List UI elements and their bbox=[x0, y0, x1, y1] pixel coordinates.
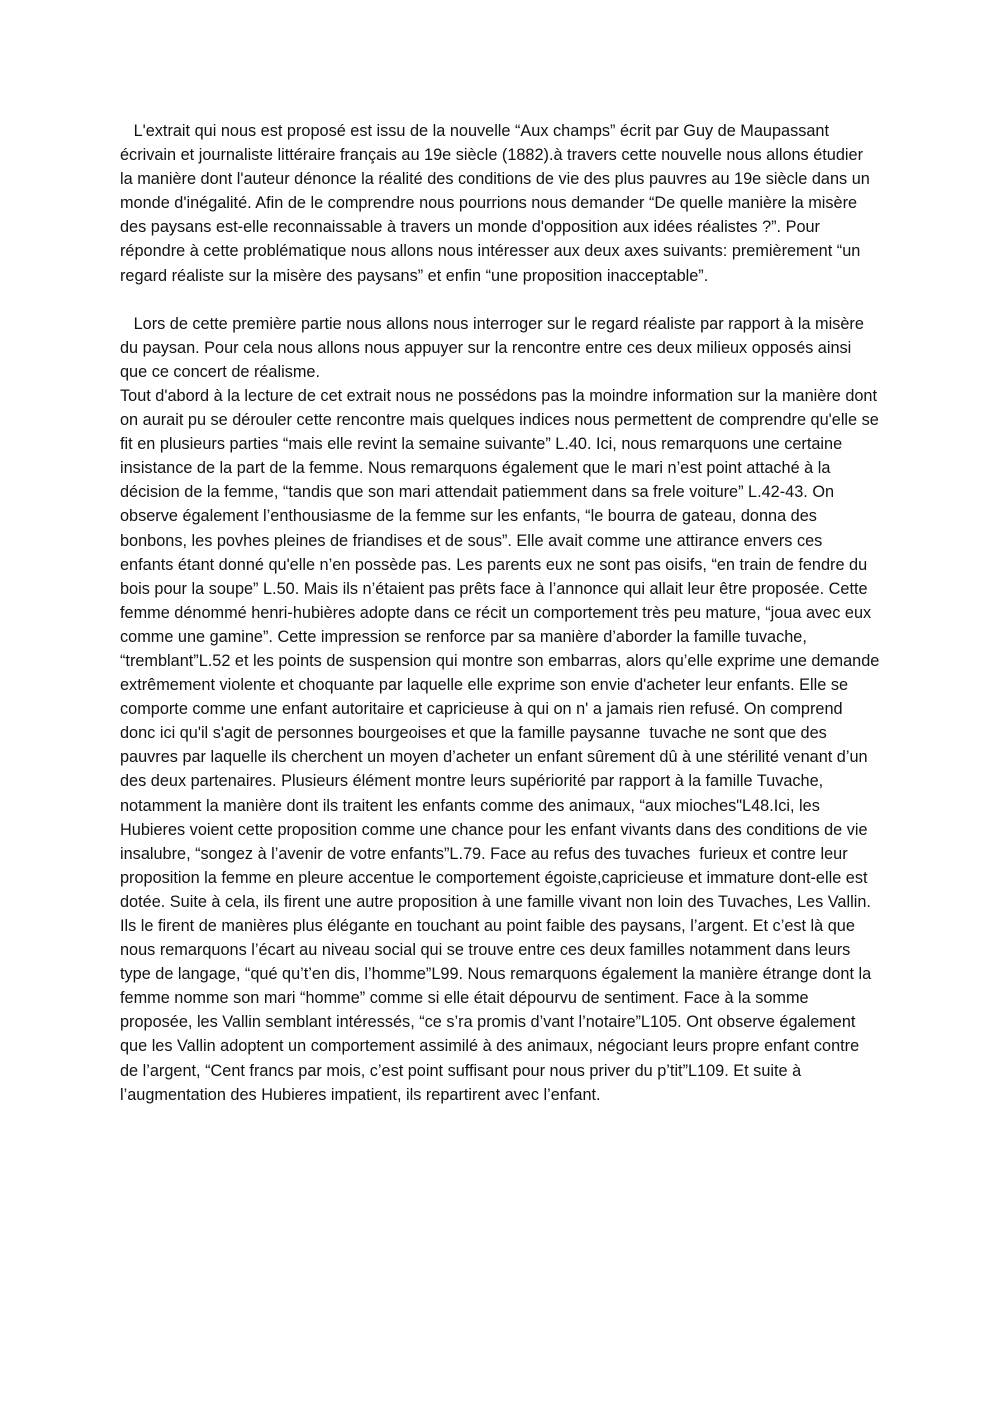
part-one-body-paragraph: Tout d'abord à la lecture de cet extrait nous ne possédons pas la moindre information sur la manière dont on aurait pu se dérouler cette rencontre mais quelques indices nous permettent de comprendre qu'elle se fit en plusieurs parties “mais elle revint la semaine suivante” L.40. Ici, nous remarquons une certaine insistance de la part de la femme. Nous remarquons également que le mari n’est point attaché à la décision de la femme, “tandis que son mari attendait patiemment dans sa frele voiture” L.42-43. On observe également l’enthousiasme de la femme sur les enfants, “le bourra de gateau, donna des bonbons, les povhes pleines de friandises et de sous”. Elle avait comme une attirance envers ces enfants étant donné qu'elle n’en possède pas. Les parents eux ne sont pas oisifs, “en train de fendre du bois pour la soupe” L.50. Mais ils n’étaient pas prêts face à l’annonce qui allait leur être proposée. Cette femme dénommé henri-hubières adopte dans ce récit un comportement très peu mature, “joua avec eux comme une gamine”. Cette impression se renforce par sa manière d’aborder la famille tuvache, “tremblant”L.52 et les points de suspension qui montre son embarras, alors qu’elle exprime une demande extrêmement violente et choquante par laquelle elle exprime son envie d'acheter leur enfants. Elle se comporte comme une enfant autoritaire et capricieuse à qui on n' a jamais rien refusé. On comprend donc ici qu'il s'agit de personnes bourgeoises et que la famille paysanne tuvache ne sont que des pauvres par laquelle ils cherchent un moyen d’acheter un enfant sûrement dû à une stérilité venant d’un des deux partenaires. Plusieurs élément montre leurs supériorité par rapport à la famille Tuvache, notamment la manière dont ils traitent les enfants comme des animaux, “aux mioches"L48.Ici, les Hubieres voient cette proposition comme une chance pour les enfant vivants dans des conditions de vie insalubre, “songez à l’avenir de votre enfants”L.79. Face au refus des tuvaches furieux et contre leur proposition la femme en pleure accentue le comportement égoiste,capricieuse et immature dont-elle est dotée. Suite à cela, ils firent une autre proposition à une famille vivant non loin des Tuvaches, Les Vallin. Ils le firent de manières plus élégante en touchant au point faible des paysans, l’argent. Et c’est là que nous remarquons l’écart au niveau social qui se trouve entre ces deux familles notamment dans leurs type de langage, “qué qu’t’en dis, l’homme”L99. Nous remarquons également la manière étrange dont la femme nomme son mari “homme” comme si elle était dépourvu de sentiment. Face à la somme proposée, les Vallin semblant intéressés, “ce s’ra promis d’vant l’notaire”L105. Ont observe également que les Vallin adoptent un comportement assimilé à des animaux, négociant leurs propre enfant contre de l’argent, “Cent francs par mois, c’est point suffisant pour nous priver du p’tit”L109. Et suite à l’augmentation des Hubieres impatient, ils repartirent avec l’enfant. bbox=[120, 386, 884, 1104]
introduction-paragraph: L'extrait qui nous est proposé est issu de la nouvelle “Aux champs” écrit par Guy de Maupassant écrivain et journaliste littéraire français au 19e siècle (1882).à travers cette nouvelle nous allons étudier la manière dont l'auteur dénonce la réalité des conditions de vie des plus pauvres au 19e siècle dans un monde d'inégalité. Afin de le comprendre nous pourrions nous demander “De quelle manière la misère des paysans est-elle reconnaissable à travers un monde d'opposition aux idées réalistes ?”. Pour répondre à cette problématique nous allons nous intéresser aux deux axes suivants: premièrement “un regard réaliste sur la misère des paysans” et enfin “une proposition inacceptable”. bbox=[120, 122, 875, 285]
paragraph-spacer bbox=[120, 288, 880, 312]
document-page bbox=[120, 119, 884, 1107]
part-one-intro-paragraph: Lors de cette première partie nous allons nous interroger sur le regard réaliste par rapport à la misère du paysan. Pour cela nous allons nous appuyer sur la rencontre entre ces deux milieux opposés ainsi que ce concert de réalisme. bbox=[120, 314, 869, 381]
